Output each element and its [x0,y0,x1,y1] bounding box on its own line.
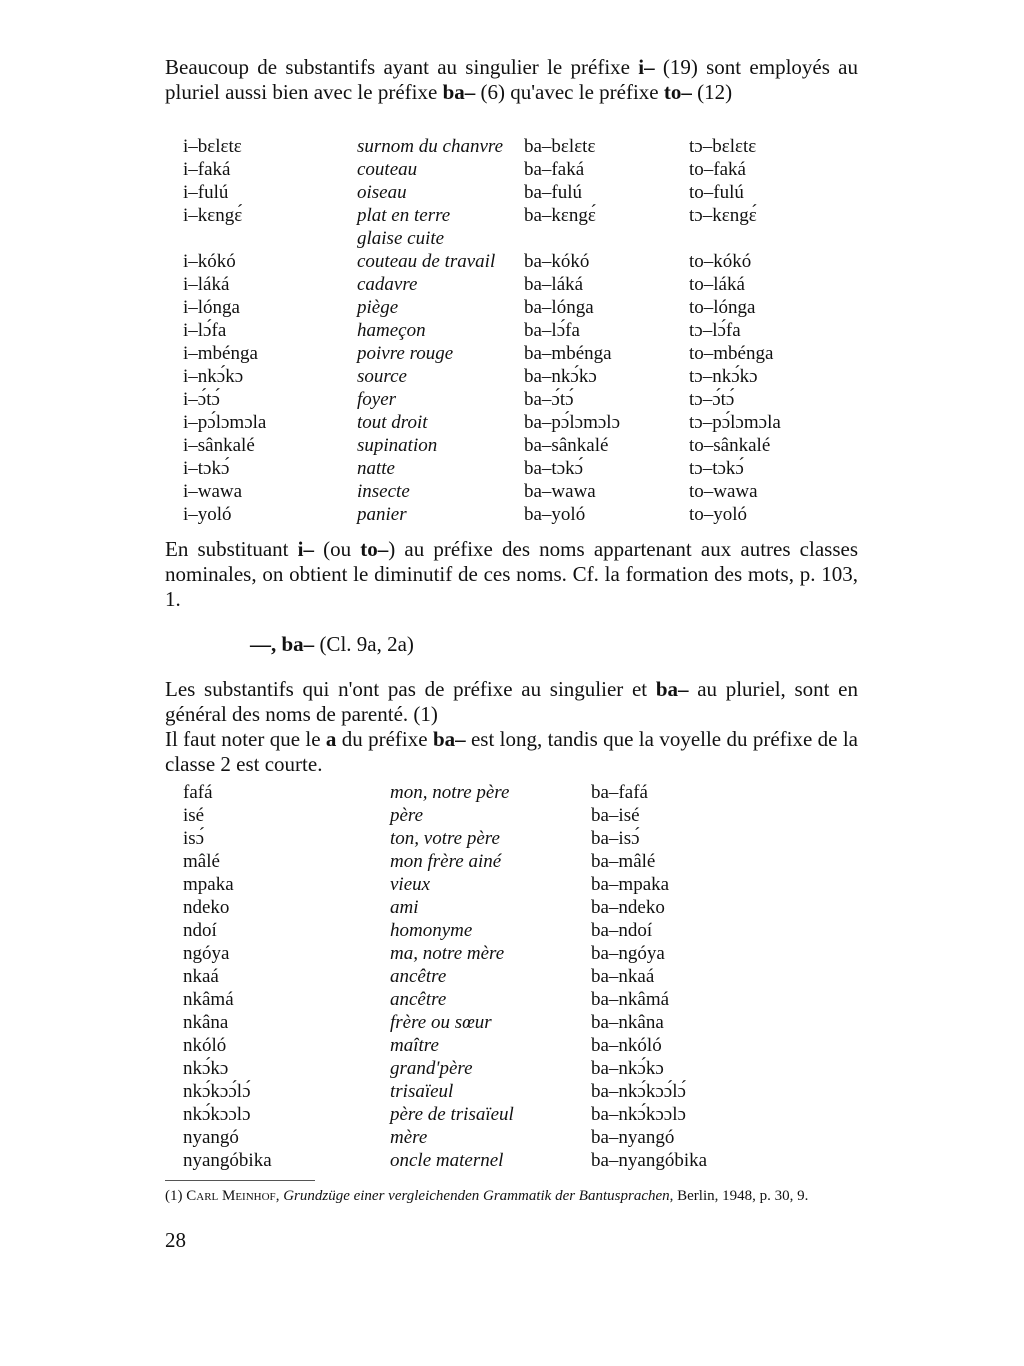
kinship-gloss: homonyme [390,920,473,941]
kinship-plural: ba–ndeko [591,897,665,918]
noun-singular: i–kókó [183,251,236,272]
kinship-gloss: mon frère ainé [390,851,502,872]
kinship-gloss: ami [390,897,419,918]
footnote: (1) Carl Meinhof, Grundzüge einer vergleichenden Grammatik der Bantusprachen, Berlin, 1948, p. 30, 9. [165,1188,809,1204]
kinship-gloss: père [390,805,424,826]
noun-gloss: supination [357,435,438,456]
kinship-plural: ba–nkâmá [591,989,670,1010]
noun-plural-to: to–faká [689,159,746,180]
noun-plural-ba: ba–wawa [524,481,596,502]
kinship-gloss: ancêtre [390,989,447,1010]
noun-gloss: insecte [357,481,410,502]
noun-gloss: poivre rouge [357,343,454,364]
kinship-plural: ba–ndoí [591,920,653,941]
kinship-singular: isé [183,805,205,826]
noun-plural-ba: ba–lɔ́fa [524,320,580,341]
kinship-singular: nkâna [183,1012,229,1033]
noun-singular: i–bɛlɛtɛ [183,136,242,157]
noun-plural-to: to–láká [689,274,745,295]
kinship-gloss: ma, notre mère [390,943,505,964]
noun-gloss: tout droit [357,412,428,433]
kinship-singular: nkɔ́kɔ [183,1058,229,1079]
noun-gloss: couteau [357,159,418,180]
page-number: 28 [165,1228,186,1252]
noun-gloss: plat en terre [357,205,451,226]
noun-plural-to: tɔ–pɔ́lɔmɔla [689,412,781,433]
kinship-plural: ba–mpaka [591,874,670,895]
kinship-plural: ba–mâlé [591,851,656,872]
kinship-plural: ba–nkóló [591,1035,662,1056]
kinship-singular: mpaka [183,874,234,895]
kinship-gloss: grand'père [390,1058,473,1079]
noun-singular: i–faká [183,159,231,180]
kinship-singular: fafá [183,782,213,803]
noun-plural-to: to–sânkalé [689,435,771,456]
noun-singular: i–lónga [183,297,240,318]
kinship-plural: ba–isé [591,805,640,826]
noun-plural-ba: ba–lónga [524,297,594,318]
kinship-gloss: oncle maternel [390,1150,504,1171]
kinship-gloss: ancêtre [390,966,447,987]
noun-plural-ba: ba–nkɔ́kɔ [524,366,597,387]
noun-plural-ba: ba–yoló [524,504,586,525]
noun-gloss: foyer [357,389,397,410]
noun-plural-ba: ba–bɛlɛtɛ [524,136,596,157]
noun-gloss: cadavre [357,274,418,295]
kinship-gloss: mère [390,1127,428,1148]
noun-singular: i–tɔkɔ́ [183,458,230,479]
noun-plural-to: to–fulú [689,182,744,203]
kinship-plural: ba–fafá [591,782,648,803]
noun-plural-to: tɔ–tɔkɔ́ [689,458,744,479]
noun-plural-ba: ba–pɔ́lɔmɔlɔ [524,412,621,433]
noun-plural-ba: ba–faká [524,159,585,180]
noun-plural-to: tɔ–nkɔ́kɔ [689,366,758,387]
noun-gloss: hameçon [357,320,426,341]
noun-plural-ba: ba–mbénga [524,343,612,364]
kinship-gloss: vieux [390,874,431,895]
noun-plural-to: to–lónga [689,297,756,318]
kinship-singular: isɔ́ [183,828,205,849]
kinship-singular: ndoí [183,920,217,941]
noun-plural-ba: ba–fulú [524,182,583,203]
noun-singular: i–fulú [183,182,229,203]
noun-plural-ba: ba–kókó [524,251,590,272]
kinship-singular: nyangóbika [183,1150,272,1171]
kinship-plural: ba–nkɔ́kɔɔ́lɔ́ [591,1081,686,1102]
noun-gloss: source [357,366,407,387]
kinship-plural: ba–nkɔ́kɔ [591,1058,664,1079]
noun-singular: i–ɔ́tɔ́ [183,389,220,410]
noun-plural-to: to–mbénga [689,343,774,364]
noun-plural-to: tɔ–bɛlɛtɛ [689,136,757,157]
kinship-singular: nkóló [183,1035,227,1056]
vowel-paragraph: Il faut noter que le a du préfixe ba– est long, tandis que la voyelle du préfixe de la classe 2 est courte. [165,727,858,776]
kinship-singular: ngóya [183,943,230,964]
noun-plural-to: tɔ–ɔ́tɔ́ [689,389,735,410]
noun-singular: i–yoló [183,504,232,525]
kinship-gloss: frère ou sœur [390,1012,492,1033]
noun-plural-to: tɔ–kɛngɛ́ [689,205,757,226]
kinship-gloss: ton, votre père [390,828,500,849]
noun-gloss: oiseau [357,182,407,203]
kinship-singular: mâlé [183,851,220,872]
noun-plural-to: to–wawa [689,481,758,502]
noun-gloss: panier [357,504,407,525]
noun-singular: i–kɛngɛ́ [183,205,243,226]
intro-paragraph: Beaucoup de substantifs ayant au singulier le préfixe i– (19) sont employés au pluriel aussi bien avec le préfixe ba– (6) qu'avec le préfixe to– (12) [165,55,858,104]
kinship-plural: ba–nkaá [591,966,655,987]
kinship-paragraph: Les substantifs qui n'ont pas de préfixe au singulier et ba– au pluriel, sont en général des noms de parenté. (1) [165,677,858,726]
footnote-rule [165,1180,315,1181]
kinship-plural: ba–isɔ́ [591,828,640,849]
kinship-plural: ba–nkâna [591,1012,664,1033]
kinship-plural: ba–ngóya [591,943,665,964]
kinship-gloss: père de trisaïeul [390,1104,514,1125]
noun-singular: i–láká [183,274,230,295]
kinship-singular: ndeko [183,897,230,918]
diminutive-paragraph: En substituant i– (ou to–) au préfixe des noms appartenant aux autres classes nominales, on obtient le diminutif de ces noms. Cf. la formation des mots, p. 103, 1. [165,537,858,611]
noun-gloss: couteau de travail [357,251,496,272]
noun-singular: i–lɔ́fa [183,320,227,341]
noun-gloss: surnom du chanvre [357,136,503,157]
noun-plural-to: tɔ–lɔ́fa [689,320,741,341]
kinship-singular: nyangó [183,1127,239,1148]
noun-plural-to: to–kókó [689,251,752,272]
kinship-plural: ba–nyangó [591,1127,675,1148]
noun-plural-ba: ba–láká [524,274,584,295]
kinship-plural: ba–nkɔ́kɔɔlɔ [591,1104,686,1125]
kinship-singular: nkâmá [183,989,234,1010]
noun-singular: i–wawa [183,481,243,502]
kinship-gloss: maître [390,1035,439,1056]
kinship-plural: ba–nyangóbika [591,1150,708,1171]
kinship-singular: nkɔ́kɔɔ́lɔ́ [183,1081,251,1102]
kinship-singular: nkaá [183,966,219,987]
section-heading: —, ba– (Cl. 9a, 2a) [250,632,414,656]
noun-plural-ba: ba–sânkalé [524,435,609,456]
noun-plural-ba: ba–ɔ́tɔ́ [524,389,574,410]
noun-singular: i–pɔ́lɔmɔla [183,412,267,433]
noun-singular: i–nkɔ́kɔ [183,366,244,387]
noun-plural-to: to–yoló [689,504,748,525]
noun-plural-ba: ba–kɛngɛ́ [524,205,596,226]
noun-plural-ba: ba–tɔkɔ́ [524,458,584,479]
noun-singular: i–sânkalé [183,435,255,456]
noun-gloss: piège [357,297,399,318]
kinship-gloss: mon, notre père [390,782,510,803]
kinship-gloss: trisaïeul [390,1081,454,1102]
noun-singular: i–mbénga [183,343,258,364]
noun-gloss-continued: glaise cuite [357,228,445,249]
noun-gloss: natte [357,458,395,479]
kinship-singular: nkɔ́kɔɔlɔ [183,1104,251,1125]
